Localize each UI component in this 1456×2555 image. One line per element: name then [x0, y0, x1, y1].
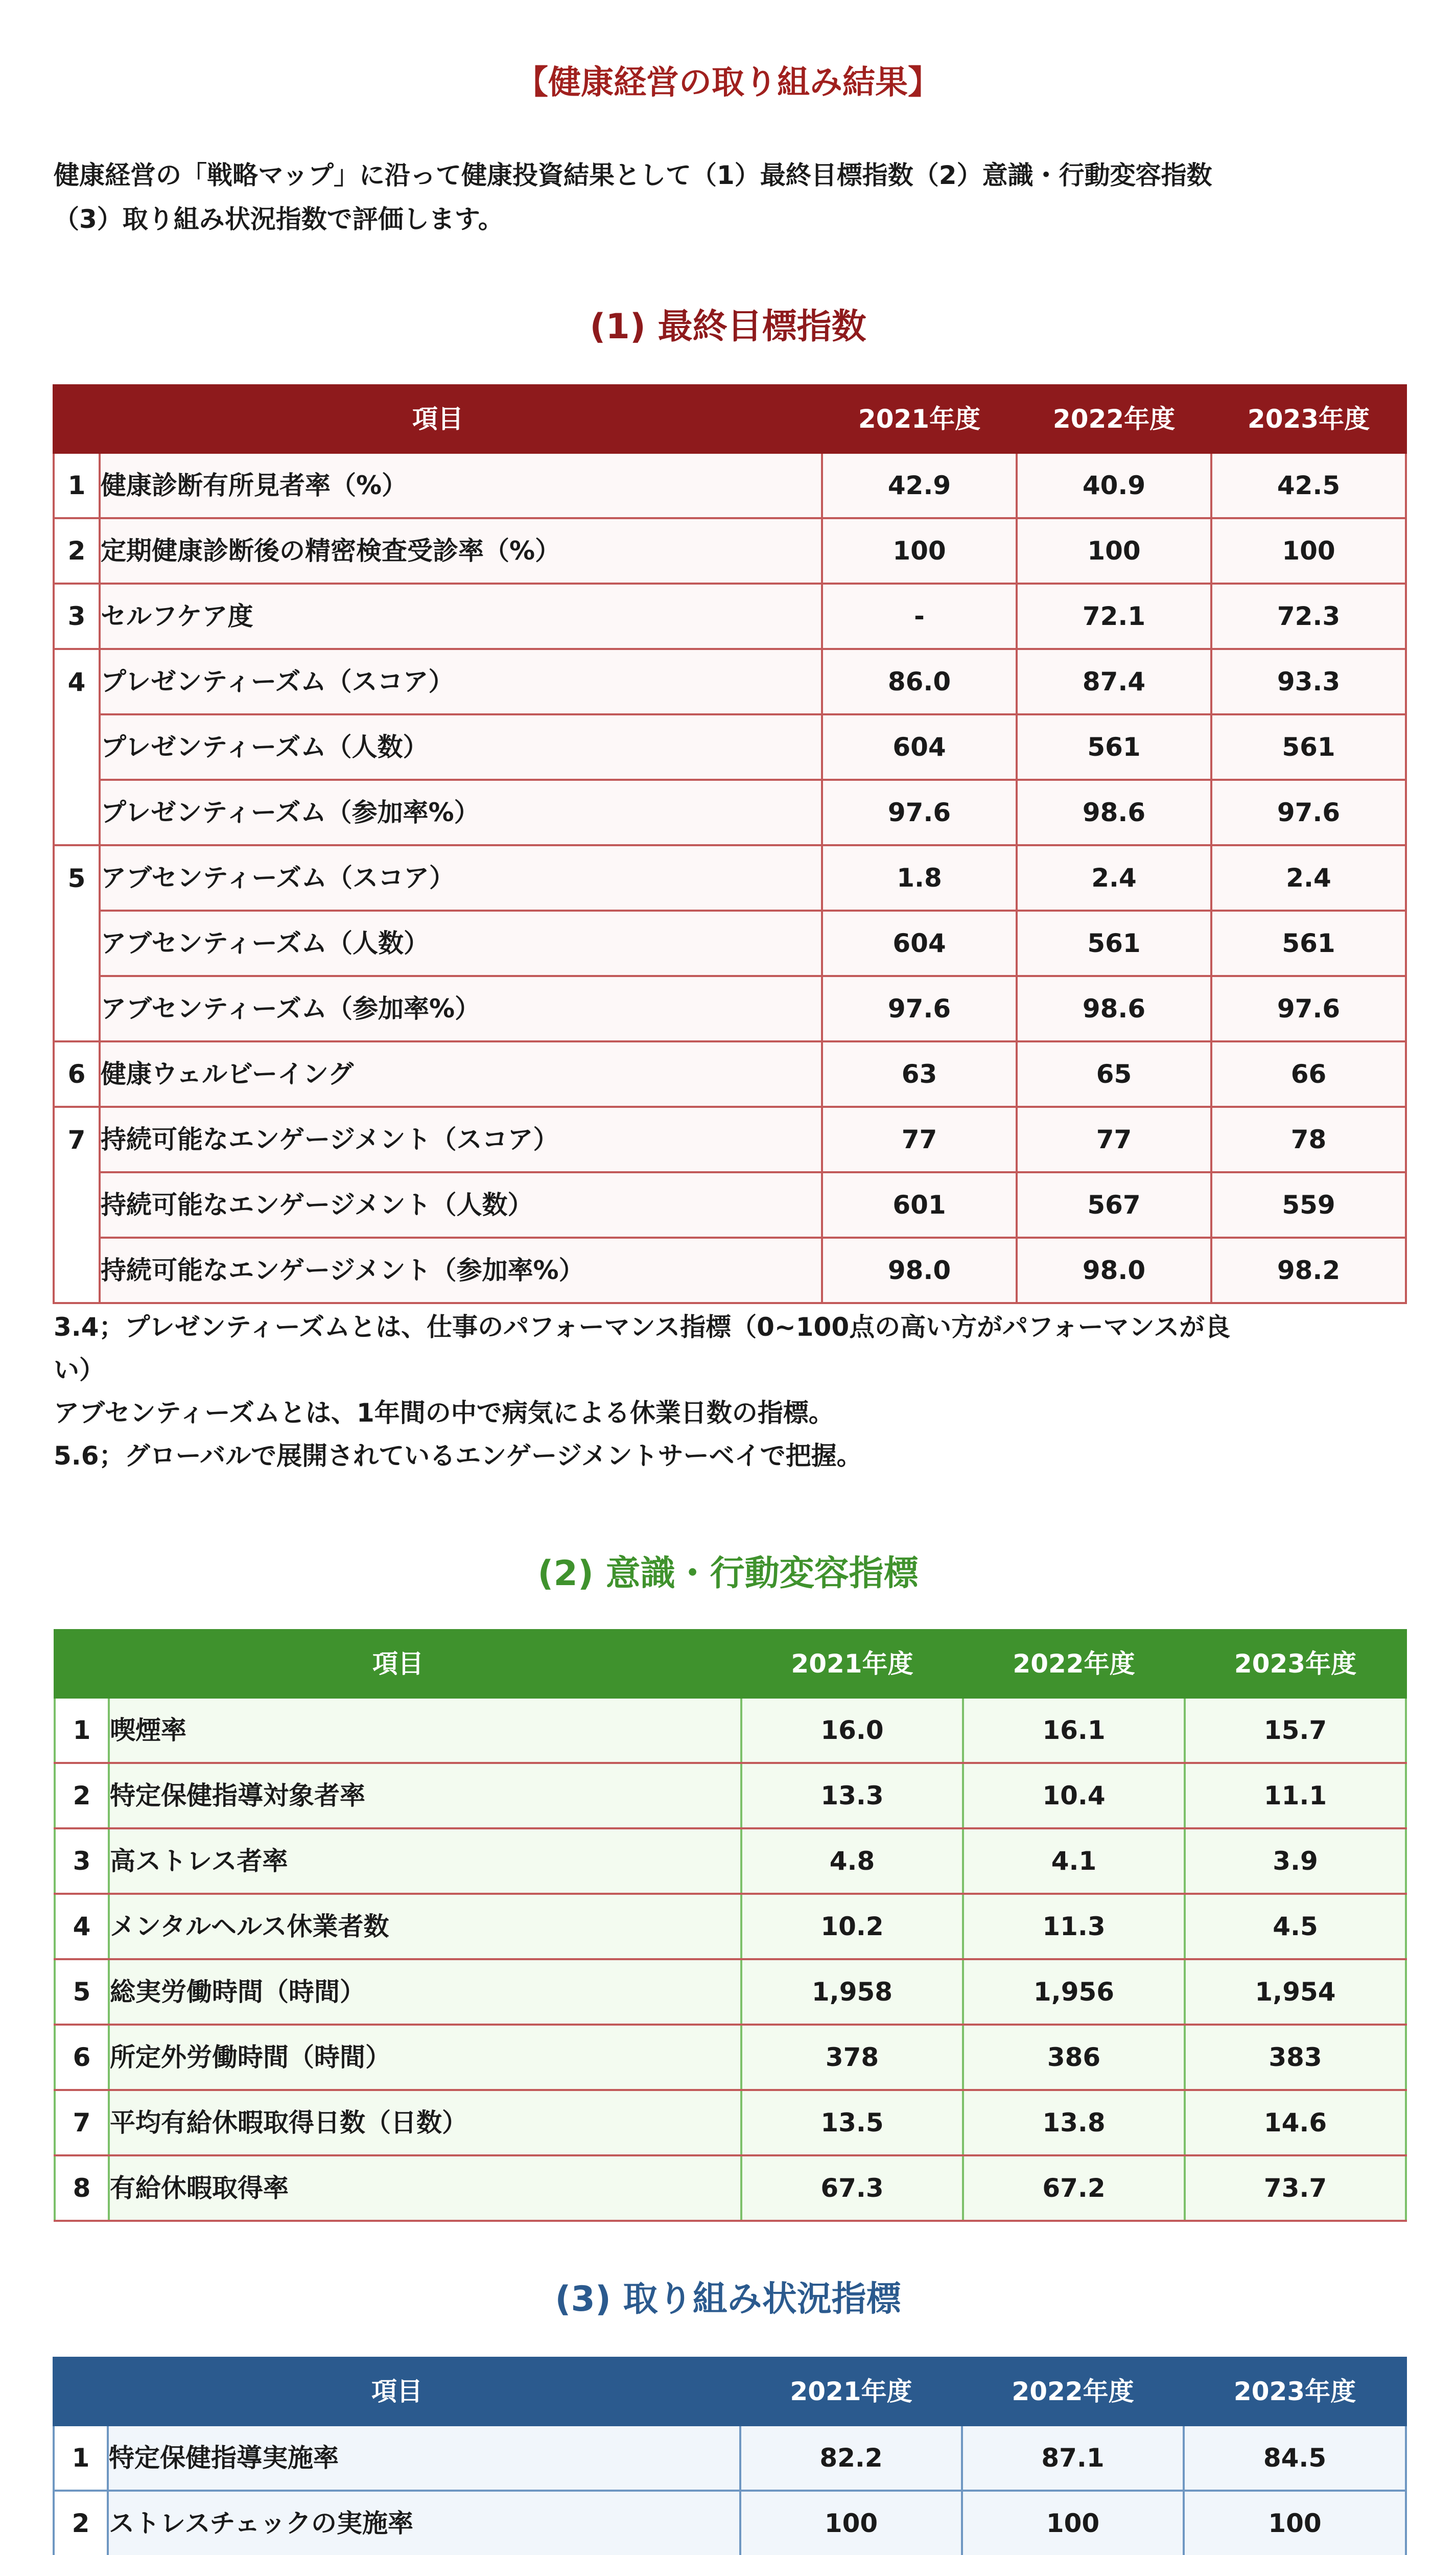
value-2023: 97.6 [1211, 976, 1406, 1041]
value-2023: 93.3 [1211, 649, 1406, 714]
value-2021: 601 [822, 1172, 1017, 1238]
value-2021: 97.6 [822, 976, 1017, 1041]
table-row [54, 453, 1406, 518]
value-2021: 4.8 [741, 1828, 963, 1894]
value-2023: 98.2 [1211, 1238, 1406, 1303]
value-2022: 11.3 [963, 1894, 1185, 1959]
row-label: 所定外労働時間（時間） [109, 2025, 741, 2090]
value-2023: 3.9 [1185, 1828, 1406, 1894]
value-2023: 561 [1211, 714, 1406, 780]
table-row [54, 911, 1406, 976]
value-2022: 98.6 [1017, 976, 1211, 1041]
table-row [54, 2491, 1406, 2555]
row-label: 定期健康診断後の精密検査受診率（%） [100, 518, 822, 584]
header-2023: 2023年度 [1211, 385, 1406, 453]
table-row [54, 1172, 1406, 1238]
table-row [54, 780, 1406, 845]
header-2022: 2022年度 [1017, 385, 1211, 453]
row-number: 3 [55, 1828, 109, 1894]
value-2022: 100 [1017, 518, 1211, 584]
value-2021: 67.3 [741, 2155, 963, 2221]
header-2022: 2022年度 [963, 1630, 1185, 1698]
row-number: 7 [54, 1107, 100, 1303]
value-2022: 67.2 [963, 2155, 1185, 2221]
header-item: 項目 [55, 1630, 741, 1698]
row-label: メンタルヘルス休業者数 [109, 1894, 741, 1959]
value-2022: 4.1 [963, 1828, 1185, 1894]
value-2021: 16.0 [741, 1698, 963, 1763]
value-2021: 42.9 [822, 453, 1017, 518]
value-2021: 1.8 [822, 845, 1017, 911]
row-label: プレゼンティーズム（参加率%） [100, 780, 822, 845]
row-number: 5 [55, 1959, 109, 2025]
value-2022: 13.8 [963, 2090, 1185, 2155]
value-2023: 100 [1211, 518, 1406, 584]
value-2021: 604 [822, 714, 1017, 780]
value-2022: 98.0 [1017, 1238, 1211, 1303]
value-2022: 1,956 [963, 1959, 1185, 2025]
value-2023: 72.3 [1211, 584, 1406, 649]
header-2021: 2021年度 [740, 2358, 962, 2425]
header-2022: 2022年度 [962, 2358, 1184, 2425]
row-number: 1 [54, 2425, 108, 2491]
intro-line: （3）取り組み状況指数で評価します。 [54, 204, 504, 234]
value-2022: 2.4 [1017, 845, 1211, 911]
value-2021: 77 [822, 1107, 1017, 1172]
value-2022: 100 [962, 2491, 1184, 2555]
row-label: 持続可能なエンゲージメント（スコア） [100, 1107, 822, 1172]
section1-notes [54, 1306, 1407, 1477]
row-label: ストレスチェックの実施率 [108, 2491, 740, 2555]
table-row [54, 1107, 1406, 1172]
value-2023: 561 [1211, 911, 1406, 976]
initiative-status-index-table [53, 2357, 1407, 2555]
table-row [55, 2090, 1406, 2155]
header-item: 項目 [54, 385, 822, 453]
row-number: 6 [54, 1041, 100, 1107]
table-header-row [54, 385, 1406, 453]
value-2023: 1,954 [1185, 1959, 1406, 2025]
row-number: 1 [54, 453, 100, 518]
value-2021: 10.2 [741, 1894, 963, 1959]
row-label: 健康ウェルビーイング [100, 1041, 822, 1107]
header-item: 項目 [54, 2358, 740, 2425]
value-2022: 561 [1017, 911, 1211, 976]
note-line: 3.4；プレゼンティーズムとは、仕事のパフォーマンス指標（0~100点の高い方がパフォーマンスが良 [54, 1312, 1231, 1342]
row-number: 2 [55, 1763, 109, 1828]
table-row [55, 1959, 1406, 2025]
value-2023: 11.1 [1185, 1763, 1406, 1828]
value-2023: 4.5 [1185, 1894, 1406, 1959]
row-number: 4 [54, 649, 100, 845]
table-row [55, 1894, 1406, 1959]
table-row [54, 649, 1406, 714]
value-2023: 559 [1211, 1172, 1406, 1238]
row-number: 2 [54, 2491, 108, 2555]
section1-title: (1) 最終目標指数 [590, 307, 866, 347]
row-number: 7 [55, 2090, 109, 2155]
value-2023: 2.4 [1211, 845, 1406, 911]
table-row [55, 2025, 1406, 2090]
value-2021: 100 [740, 2491, 962, 2555]
row-label: 持続可能なエンゲージメント（参加率%） [100, 1238, 822, 1303]
value-2023: 66 [1211, 1041, 1406, 1107]
row-label: 喫煙率 [109, 1698, 741, 1763]
value-2023: 383 [1185, 2025, 1406, 2090]
behavior-change-index-table [54, 1629, 1407, 2222]
value-2021: 82.2 [740, 2425, 962, 2491]
value-2023: 73.7 [1185, 2155, 1406, 2221]
row-number: 5 [54, 845, 100, 1041]
value-2023: 42.5 [1211, 453, 1406, 518]
row-label: 特定保健指導対象者率 [109, 1763, 741, 1828]
table-row [54, 976, 1406, 1041]
table-header-row [54, 2358, 1406, 2425]
row-number: 4 [55, 1894, 109, 1959]
value-2022: 16.1 [963, 1698, 1185, 1763]
note-line: 5.6；グローバルで展開されているエンゲージメントサーベイで把握。 [54, 1441, 862, 1471]
value-2022: 98.6 [1017, 780, 1211, 845]
value-2022: 65 [1017, 1041, 1211, 1107]
row-label: 総実労働時間（時間） [109, 1959, 741, 2025]
row-label: 持続可能なエンゲージメント（人数） [100, 1172, 822, 1238]
value-2022: 40.9 [1017, 453, 1211, 518]
row-number: 3 [54, 584, 100, 649]
table-row [54, 2425, 1406, 2491]
table-header-row [55, 1630, 1406, 1698]
value-2022: 386 [963, 2025, 1185, 2090]
value-2022: 567 [1017, 1172, 1211, 1238]
value-2021: 1,958 [741, 1959, 963, 2025]
table-row [54, 845, 1406, 911]
header-2023: 2023年度 [1184, 2358, 1406, 2425]
value-2023: 100 [1184, 2491, 1406, 2555]
table-row [55, 1828, 1406, 1894]
value-2023: 78 [1211, 1107, 1406, 1172]
value-2021: 13.5 [741, 2090, 963, 2155]
table-row [55, 1763, 1406, 1828]
row-label: 特定保健指導実施率 [108, 2425, 740, 2491]
row-label: アブセンティーズム（参加率%） [100, 976, 822, 1041]
final-target-index-table [53, 384, 1407, 1304]
header-2021: 2021年度 [822, 385, 1017, 453]
value-2022: 72.1 [1017, 584, 1211, 649]
page-title: 【健康経営の取り組み結果】 [515, 64, 941, 102]
value-2022: 87.1 [962, 2425, 1184, 2491]
value-2022: 561 [1017, 714, 1211, 780]
row-number: 8 [55, 2155, 109, 2221]
row-label: アブセンティーズム（スコア） [100, 845, 822, 911]
value-2021: 86.0 [822, 649, 1017, 714]
header-2023: 2023年度 [1185, 1630, 1406, 1698]
row-number: 6 [55, 2025, 109, 2090]
value-2023: 14.6 [1185, 2090, 1406, 2155]
row-label: 健康診断有所見者率（%） [100, 453, 822, 518]
value-2021: 63 [822, 1041, 1017, 1107]
row-label: セルフケア度 [100, 584, 822, 649]
table-row [55, 2155, 1406, 2221]
row-label: プレゼンティーズム（スコア） [100, 649, 822, 714]
value-2023: 97.6 [1211, 780, 1406, 845]
value-2021: 97.6 [822, 780, 1017, 845]
value-2021: 13.3 [741, 1763, 963, 1828]
table-row [55, 1698, 1406, 1763]
row-number: 2 [54, 518, 100, 584]
value-2022: 10.4 [963, 1763, 1185, 1828]
section3-title: (3) 取り組み状況指標 [555, 2279, 901, 2319]
table-row [54, 714, 1406, 780]
intro-text [54, 153, 1418, 241]
table-row [54, 584, 1406, 649]
value-2022: 77 [1017, 1107, 1211, 1172]
intro-line: 健康経営の「戦略マップ」に沿って健康投資結果として（1）最終目標指数（2）意識・行動変容指数 [54, 160, 1212, 190]
value-2023: 15.7 [1185, 1698, 1406, 1763]
note-line: アブセンティーズムとは、1年間の中で病気による休業日数の指標。 [54, 1398, 834, 1428]
row-label: 有給休暇取得率 [109, 2155, 741, 2221]
value-2022: 87.4 [1017, 649, 1211, 714]
table-row [54, 518, 1406, 584]
section2-title: (2) 意識・行動変容指標 [537, 1553, 919, 1594]
row-number: 1 [55, 1698, 109, 1763]
value-2021: 604 [822, 911, 1017, 976]
header-2021: 2021年度 [741, 1630, 963, 1698]
value-2021: - [822, 584, 1017, 649]
note-line: い） [54, 1355, 105, 1385]
row-label: 平均有給休暇取得日数（日数） [109, 2090, 741, 2155]
value-2021: 98.0 [822, 1238, 1017, 1303]
table-row [54, 1238, 1406, 1303]
table-row [54, 1041, 1406, 1107]
value-2021: 100 [822, 518, 1017, 584]
value-2023: 84.5 [1184, 2425, 1406, 2491]
value-2021: 378 [741, 2025, 963, 2090]
row-label: アブセンティーズム（人数） [100, 911, 822, 976]
row-label: プレゼンティーズム（人数） [100, 714, 822, 780]
row-label: 高ストレス者率 [109, 1828, 741, 1894]
